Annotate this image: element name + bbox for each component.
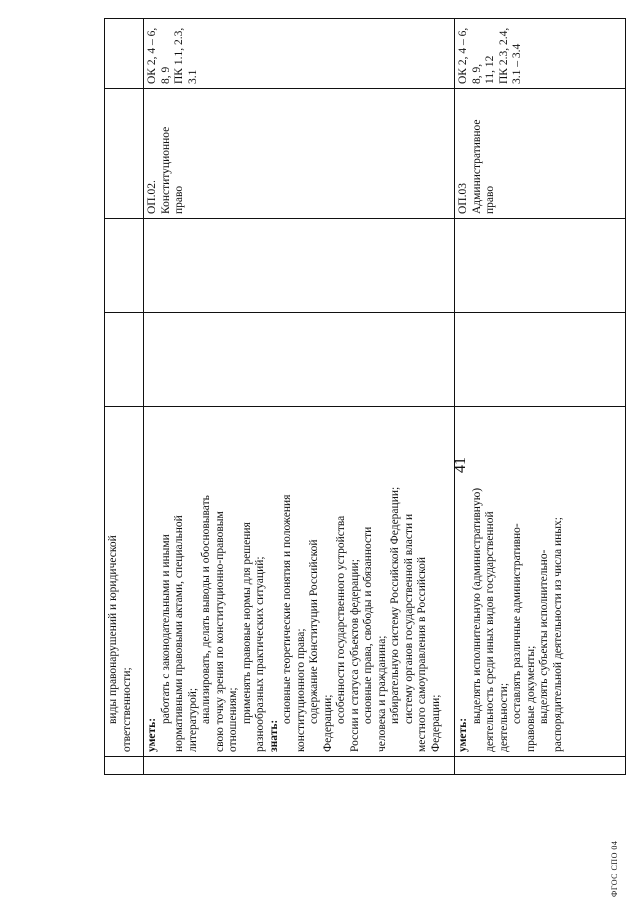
label-znat: знать: <box>267 719 280 752</box>
discipline-cell <box>105 89 144 219</box>
label-umet: уметь: <box>146 717 158 752</box>
max-load-cell <box>144 313 455 407</box>
discipline-cell <box>455 89 626 219</box>
text-line: работать с законодательными и иными <box>159 534 172 724</box>
max-load-cell <box>105 313 144 407</box>
hours-cell <box>455 219 626 313</box>
discipline-code: ОП.03 <box>457 183 469 214</box>
code-cell <box>455 757 626 775</box>
discipline-name: Конституционное <box>159 126 172 214</box>
text-line: деятельность среди иных видов государственной <box>484 511 496 752</box>
competency-line: 11, 12 <box>484 55 496 84</box>
text-line: человека и гражданина; <box>375 635 388 752</box>
text-line: основные права, свободы и обязанности <box>362 526 374 724</box>
text-line: Федерации; <box>429 694 442 752</box>
text-line: нормативными правовыми актами, специальной <box>173 515 185 752</box>
text-line: ответственности; <box>120 667 133 752</box>
text-line: составлять различные административно- <box>511 523 523 724</box>
text-line: выделять исполнительную (административную) <box>470 487 483 724</box>
competencies-cell <box>455 19 626 89</box>
competency-line: ПК 1.1, 2.3, 3.1 <box>173 27 199 84</box>
discipline-name: право <box>173 185 185 214</box>
hours-cell <box>144 219 455 313</box>
text-line: отношениям; <box>227 687 239 752</box>
label-umet: уметь: <box>457 717 469 752</box>
table-row <box>144 19 455 775</box>
text-line: местного самоуправления в Российской <box>416 556 428 752</box>
text-line: особенности государственного устройства <box>335 515 347 724</box>
competency-line: ПК 2.3, 2.4, <box>497 27 510 84</box>
competency-line: ОК 2, 4 – 6, 8, 9 <box>146 27 172 84</box>
competencies-cell <box>105 19 144 89</box>
description-cell <box>144 407 455 757</box>
table-row <box>105 19 144 775</box>
text-line: виды правонарушений и юридической <box>107 535 119 724</box>
text-line: распорядительной деятельности из числа иных; <box>551 517 564 752</box>
code-cell <box>144 757 455 775</box>
text-line: деятельности; <box>497 682 510 752</box>
text-line: основные теоретические понятия и положения <box>281 494 293 724</box>
text-line: избирательную систему Российской Федерации; <box>389 486 401 724</box>
max-load-cell <box>455 313 626 407</box>
text-line: правовые документы; <box>524 645 537 752</box>
page-number: 41 <box>452 457 469 473</box>
text-line: систему органов государственной власти и <box>402 513 415 724</box>
text-line: конституционного права; <box>294 628 307 752</box>
discipline-code: ОП.02. <box>146 180 158 214</box>
text-line: применять правовые нормы для решения <box>240 522 253 724</box>
text-line: разнообразных практических ситуаций; <box>254 556 266 752</box>
description-cell <box>455 407 626 757</box>
text-line: содержание Конституции Российской <box>308 539 320 724</box>
description-cell <box>105 407 144 757</box>
code-cell <box>105 757 144 775</box>
footer-note: ФГОС СПО 04 <box>610 840 619 897</box>
competency-line: ОК 2, 4 – 6, 8, 9, <box>457 27 483 84</box>
discipline-name: право <box>484 185 496 214</box>
table-row <box>455 19 626 775</box>
discipline-name: Административное <box>470 119 483 214</box>
text-line: литературой; <box>186 687 199 752</box>
competency-line: 3.1 – 3.4 <box>511 43 523 84</box>
discipline-cell <box>144 89 455 219</box>
text-line: Федерации; <box>321 694 334 752</box>
text-line: выделять субъекты исполнительно- <box>538 549 550 724</box>
curriculum-table <box>104 18 626 775</box>
competencies-cell <box>144 19 455 89</box>
hours-cell <box>105 219 144 313</box>
text-line: России и статуса субъектов федерации; <box>348 559 361 752</box>
text-line: анализировать, делать выводы и обосновывать <box>200 495 212 724</box>
text-line: свою точку зрения по конституционно-правовым <box>213 511 226 752</box>
